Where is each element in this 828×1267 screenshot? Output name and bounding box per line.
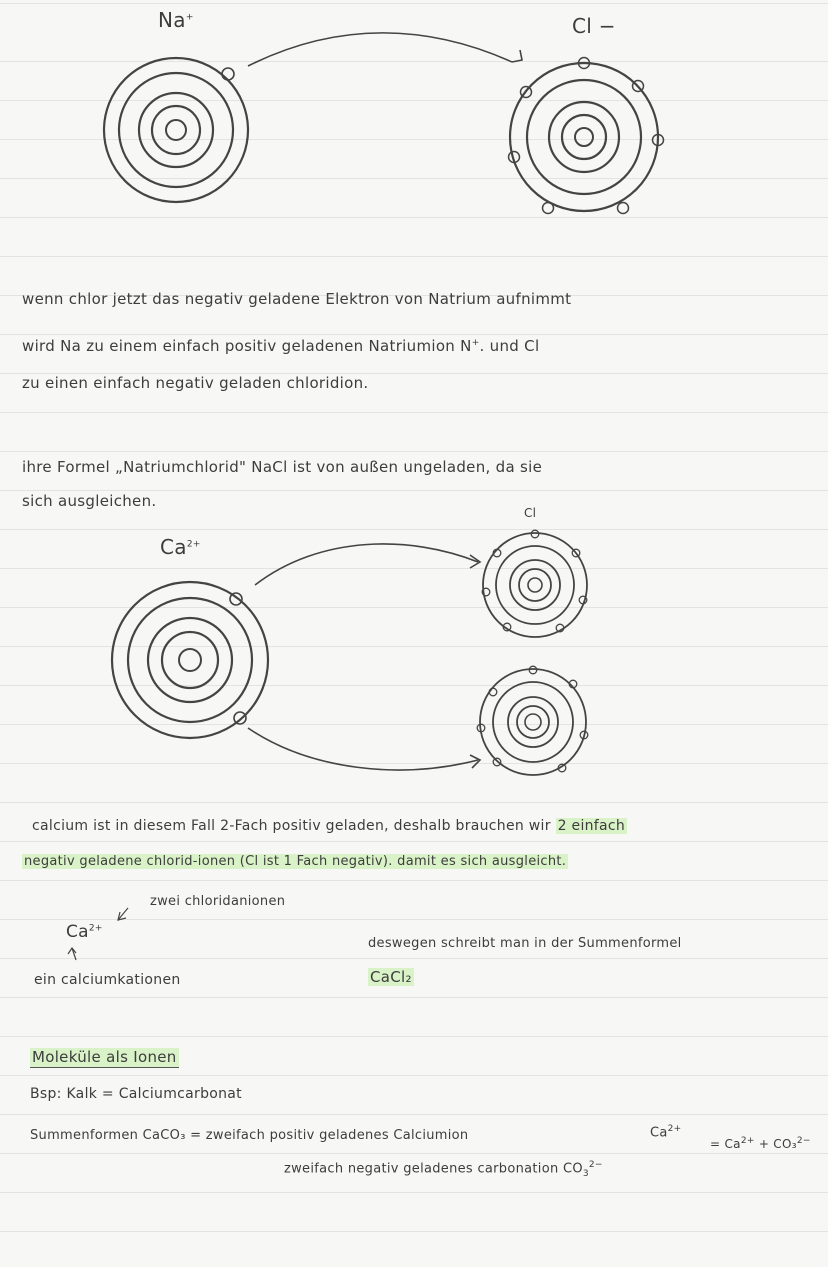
section-heading-text: Moleküle als Ionen	[32, 1048, 177, 1066]
conclusion-text: deswegen schreibt man in der Summenformel	[368, 936, 682, 951]
paragraph3-line2-text: negativ geladene chlorid-ionen (Cl ist 1 Fach negativ). damit es sich ausgleicht.	[24, 854, 567, 869]
paragraph1-line2-end: . und Cl	[479, 337, 540, 355]
annotation-calcium-symbol: Ca	[66, 922, 89, 942]
cation-note: ein calciumkationen	[34, 972, 181, 988]
annotation-calcium-charge: 2+	[88, 923, 103, 934]
paragraph2-line2: sich ausgleichen.	[22, 492, 157, 510]
paragraph3-line2	[22, 854, 568, 869]
formula-line2	[284, 1160, 603, 1179]
formula-calcium-charge: 2+	[667, 1124, 682, 1134]
carbonate-charge: 2−	[588, 1160, 603, 1170]
paragraph2-line1: ihre Formel „Natriumchlorid" NaCl ist von außen ungeladen, da sie	[22, 458, 543, 476]
electron-transfer-arrow-top	[255, 544, 478, 585]
result-calcium: = Ca	[710, 1137, 741, 1151]
electron-transfer-arrow	[248, 33, 512, 66]
paragraph3-line1-text: calcium ist in diesem Fall 2-Fach positiv geladen, deshalb brauchen wir	[32, 818, 551, 834]
electron-transfer-arrow-bottom	[248, 728, 478, 770]
formula-line1: Summenformen CaCO₃ = zweifach positiv geladenes Calciumion	[30, 1128, 469, 1143]
carbonate-subscript: 3	[582, 1168, 589, 1179]
sodium-symbol: Na	[158, 8, 186, 32]
chloride-ion-label	[572, 14, 616, 38]
calcium-ion-label	[160, 535, 201, 559]
anion-note: zwei chloridanionen	[150, 894, 286, 909]
result-carbonate: + CO₃	[758, 1137, 797, 1151]
chlorine-label-small: Cl	[524, 506, 537, 520]
cacl2-formula	[368, 968, 414, 986]
paragraph1-line1: wenn chlor jetzt das negativ geladene Elektron von Natrium aufnimmt	[22, 290, 572, 308]
sodium-ion-label	[158, 8, 194, 32]
formula-line2-text: zweifach negativ geladenes carbonation CO	[284, 1161, 583, 1177]
example-line: Bsp: Kalk = Calciumcarbonat	[30, 1086, 242, 1102]
paragraph3-highlight-two: 2 einfach	[557, 818, 626, 834]
sodium-valence-electron	[222, 68, 234, 80]
calcium-charge: 2+	[186, 539, 201, 550]
formula-calcium-symbol: Ca	[650, 1125, 668, 1141]
cacl2-formula-text: CaCl₂	[370, 968, 412, 986]
paragraph1-line2	[22, 337, 539, 355]
paragraph1-line3: zu einen einfach negativ geladen chloridion.	[22, 374, 369, 392]
annotation-calcium-label	[66, 922, 103, 942]
calcium-atom	[112, 582, 268, 738]
result-formula	[710, 1136, 811, 1151]
chloride-charge: −	[598, 14, 616, 38]
formula-calcium	[650, 1124, 682, 1140]
result-carbonate-charge: 2−	[796, 1136, 811, 1146]
calcium-symbol: Ca	[160, 535, 187, 559]
paragraph1-line2-text: wird Na zu einem einfach positiv geladenen Natriumion N	[22, 337, 472, 355]
chlorine-symbol: Cl	[572, 14, 593, 38]
paragraph3-line1	[32, 818, 627, 834]
chloride-atom-top	[482, 530, 587, 637]
natrium-ion-charge: +	[471, 338, 480, 348]
chlorine-atom	[509, 58, 664, 214]
sodium-atom	[104, 58, 248, 202]
sodium-charge: +	[185, 12, 194, 23]
section-heading	[30, 1048, 179, 1066]
result-calcium-charge: 2+	[740, 1136, 755, 1146]
chloride-atom-bottom	[477, 666, 588, 775]
